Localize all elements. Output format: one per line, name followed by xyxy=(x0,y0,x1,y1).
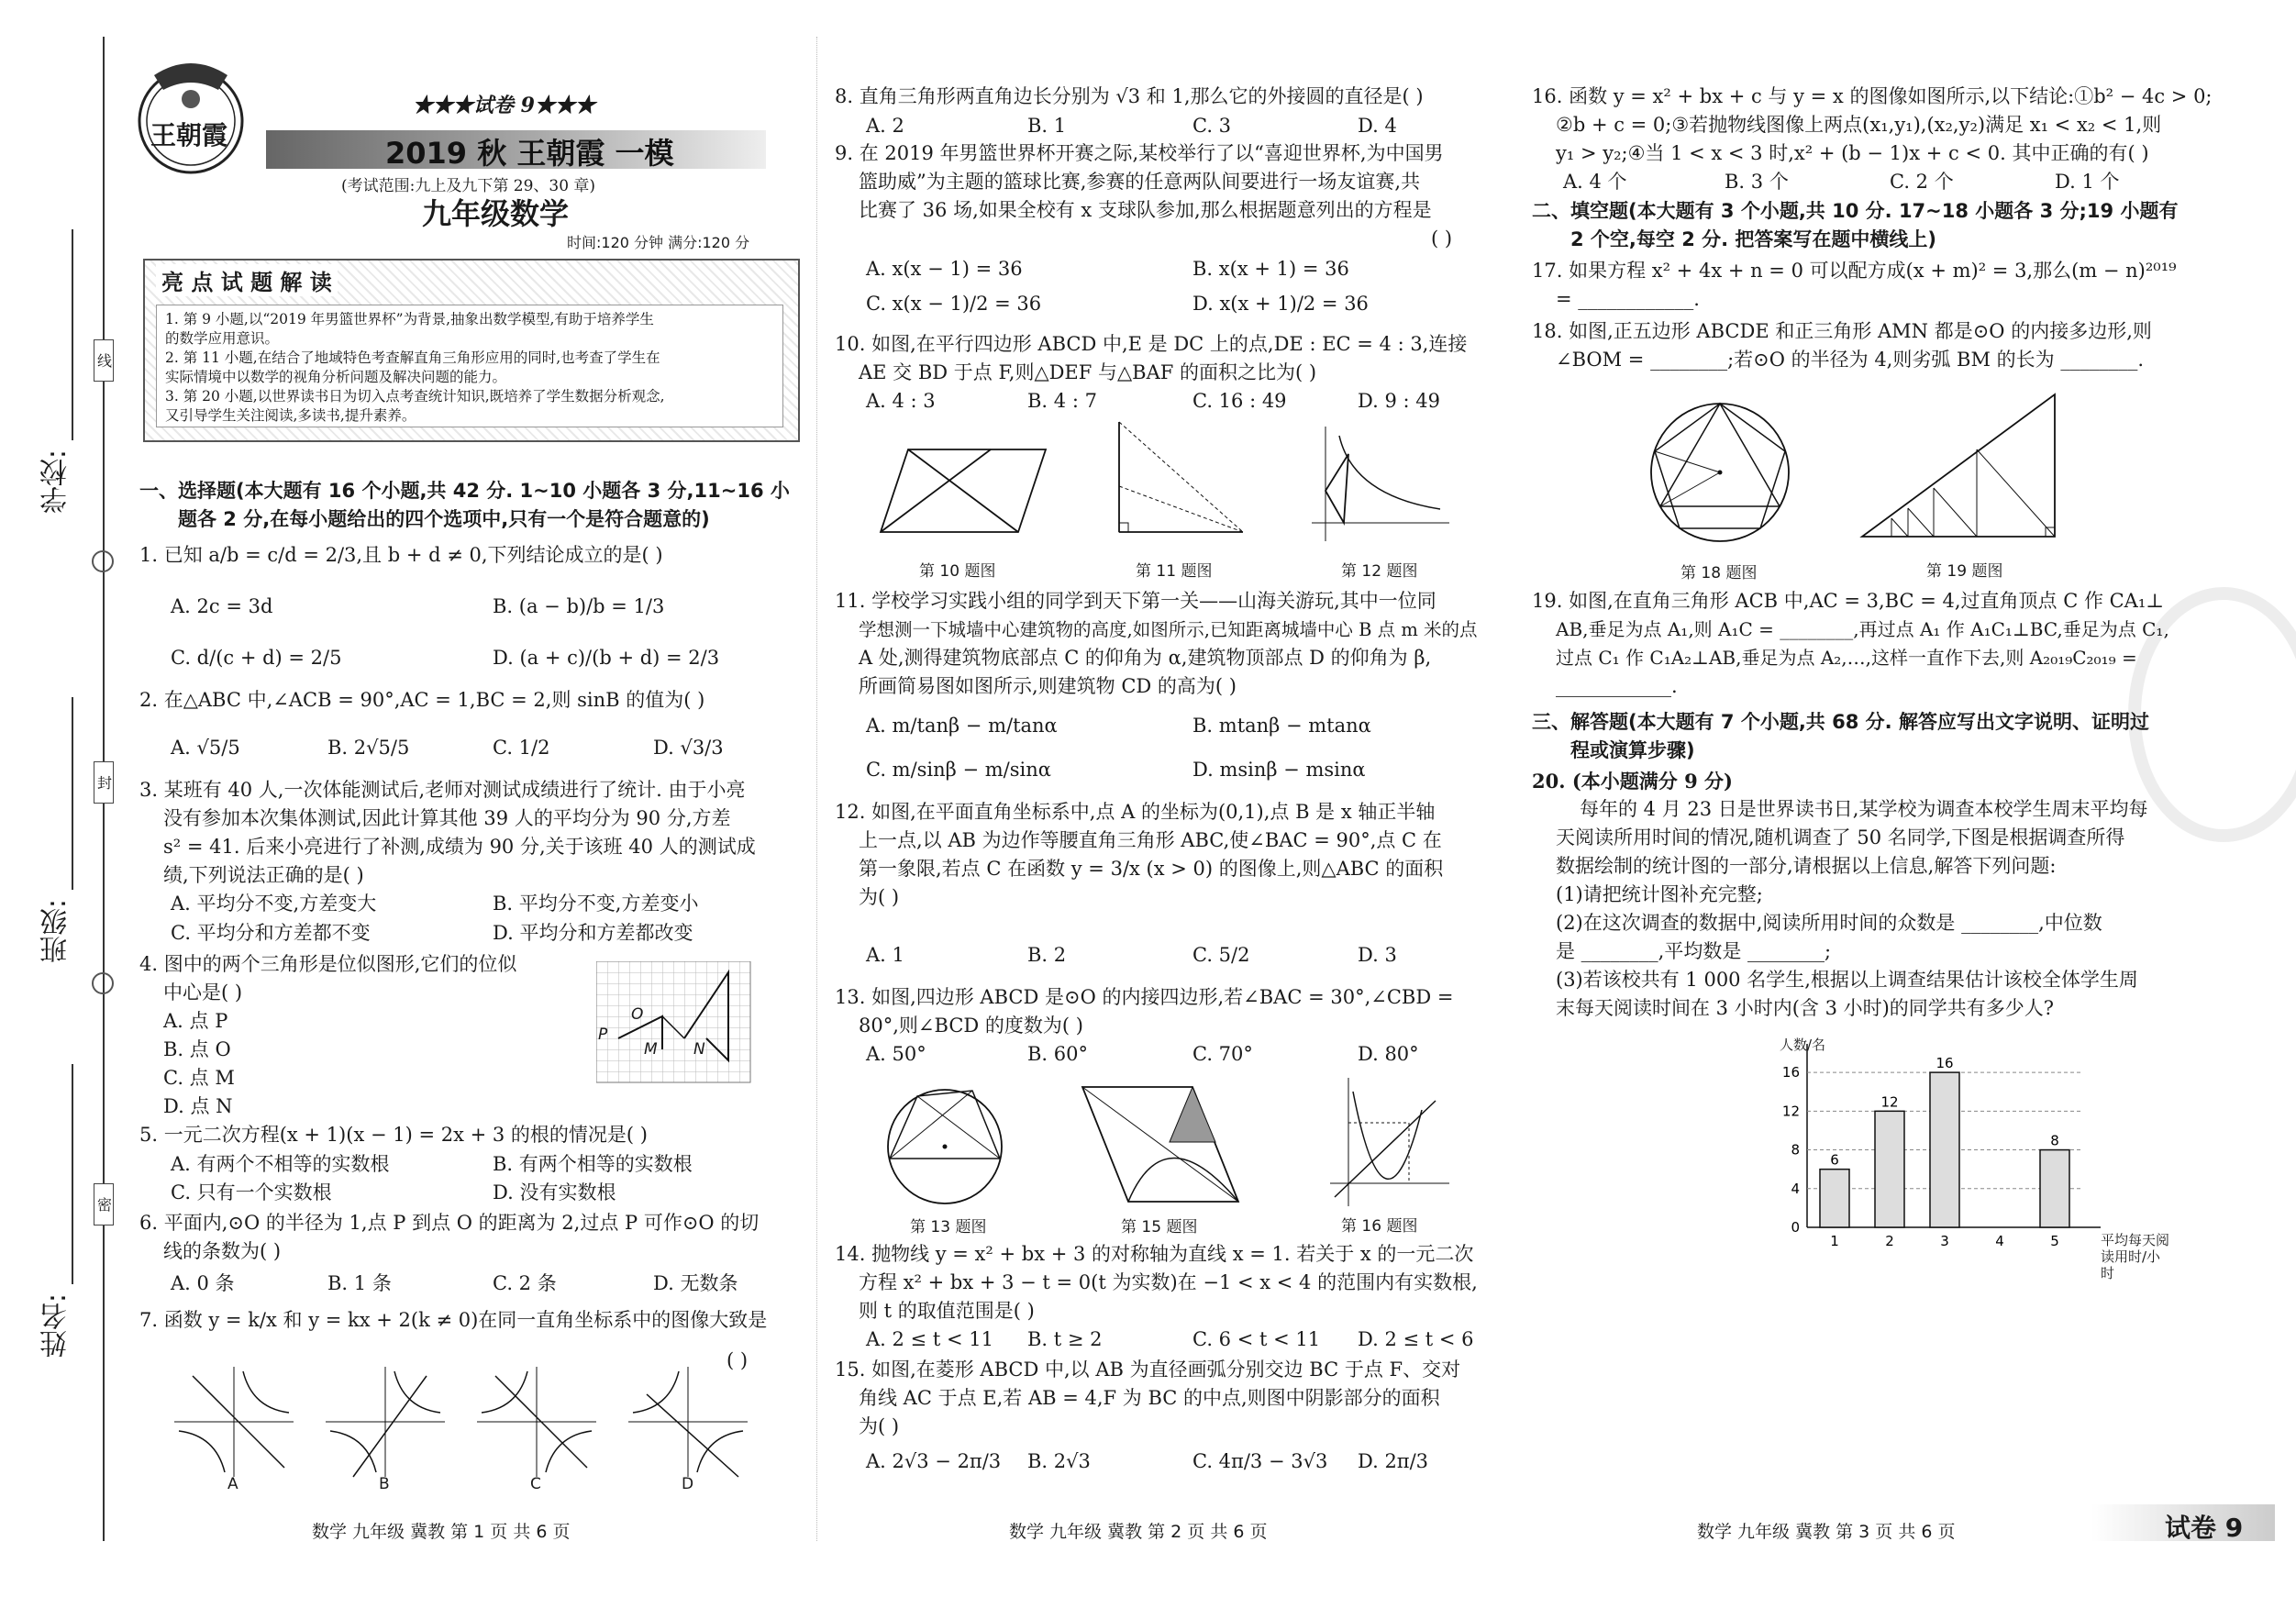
question-5: 5. 一元二次方程(x + 1)(x − 1) = 2x + 3 的根的情况是( ) A. 有两个不相等的实数根 B. 有两个相等的实数根 C. 只有一个实数根 D. 没有实数根 xyxy=(139,1121,800,1213)
q12-option-d[interactable]: D. 3 xyxy=(1358,944,1397,966)
q14-option-c[interactable]: C. 6 < t < 11 xyxy=(1192,1328,1321,1350)
q15-option-b[interactable]: B. 2√3 xyxy=(1027,1450,1091,1472)
bar xyxy=(1820,1170,1849,1227)
x-tick-label: 5 xyxy=(2050,1233,2059,1249)
subject-title: 九年级数学 xyxy=(422,196,570,231)
figure-10: 第 10 题图 xyxy=(871,431,1055,578)
q4-option-d[interactable]: D. 点 N xyxy=(163,1095,233,1117)
q3-option-c[interactable]: C. 平均分和方差都不变 xyxy=(171,922,371,944)
footer-page1: 数学 九年级 冀教 第 1 页 共 6 页 xyxy=(312,1522,571,1542)
graph-c xyxy=(477,1367,596,1477)
school-label: 学校: xyxy=(40,449,72,515)
q4-grid-figure: P O M N xyxy=(596,961,752,1090)
school-blank xyxy=(72,229,73,440)
highlights-list xyxy=(165,310,665,426)
q10-option-d[interactable]: D. 9 : 49 xyxy=(1358,390,1440,412)
highlights-box xyxy=(143,259,800,442)
q6-option-b[interactable]: B. 1 条 xyxy=(327,1272,392,1294)
graph-d xyxy=(628,1367,748,1477)
q2-option-d[interactable]: D. √3/3 xyxy=(653,737,724,759)
seal-line-mark: 线 xyxy=(94,339,114,382)
q3-option-a[interactable]: A. 平均分不变,方差变大 xyxy=(171,893,377,915)
q4-option-b[interactable]: B. 点 O xyxy=(163,1038,231,1060)
q1-option-a[interactable]: A. 2c = 3d xyxy=(171,595,273,617)
graph-a xyxy=(174,1367,294,1477)
q11-option-d[interactable]: D. msinβ − msinα xyxy=(1192,759,1366,781)
name-label: 姓名: xyxy=(40,1293,72,1359)
q10-option-b[interactable]: B. 4 : 7 xyxy=(1027,390,1097,412)
question-15: 15. 如图,在菱形 ABCD 中,以 AB 为直径画弧分别交边 BC 于点 F、交对 角线 AC 于点 E,若 AB = 4,F 为 BC 的中点,则图中阴影部分的面积 为( ) A. 2√3 − 2π/3 B. 2√3 C. 4π/3 − 3√3 D. 2π/3 xyxy=(835,1356,1504,1493)
y-tick-label: 12 xyxy=(1781,1103,1800,1120)
q10-option-a[interactable]: A. 4 : 3 xyxy=(866,390,936,412)
seal-feng-mark: 封 xyxy=(94,761,114,804)
q16-option-c[interactable]: C. 2 个 xyxy=(1890,171,1954,193)
footer-page2: 数学 九年级 冀教 第 2 页 共 6 页 xyxy=(1009,1522,1268,1542)
question-18: 18. 如图,正五边形 ABCDE 和正三角形 AMN 都是⊙O 的内接多边形,则 ∠BOM = ________;若⊙O 的半径为 4,则劣弧 BM 的长为 ________. xyxy=(1532,317,2229,382)
question-19: 19. 如图,在直角三角形 ACB 中,AC = 3,BC = 4,过直角顶点 C 作 CA₁⊥ AB,垂足为点 A₁,则 A₁C = ________,再过点 A₁ 作 A₁C₁⊥BC,垂足为点 C₁, 过点 C₁ 作 C₁A₂⊥AB,垂足为点 A₂,…,这样一直作下去,则 A₂₀₁₉C₂₀₁₉ = ____________. xyxy=(1532,587,2229,706)
question-16: 16. 函数 y = x² + bx + c 与 y = x 的图像如图所示,以下结论:①b² − 4c > 0; ②b + c = 0;③若抛物线图像上两点(x₁,y₁),(x₂,y₂)满足 x₁ < x₂ < 1,则 y₁ > y₂;④当 1 < x < 3 时,x² + (b − 1)x + c < 0. 其中正确的有( ) A. 4 个 B. 3 个 C. 2 个 D. 1 个 xyxy=(1532,83,2229,202)
chart-ylabel: 人数/名 xyxy=(1780,1037,1826,1053)
graph-b xyxy=(326,1367,445,1477)
q8-option-c[interactable]: C. 3 xyxy=(1192,115,1232,137)
q20-bar-chart xyxy=(1761,1035,2170,1292)
question-9: 9. 在 2019 年男篮世界杯开赛之际,某校举行了以“喜迎世界杯,为中国男 篮助威”为主题的篮球比赛,参赛的任意两队间要进行一场友谊赛,共 比赛了 36 场,如果全校有 x 支球队参加,那么根据题意列出的方程是 ( ) A. x(x − 1) = 36 B. x(x + 1) = 36 C. x(x − 1)/2 = 36 D. x(x + 1)/2 = 36 xyxy=(835,139,1504,332)
q7-graphs: A B C D xyxy=(165,1367,752,1495)
question-7: 7. 函数 y = k/x 和 y = kx + 2(k ≠ 0)在同一直角坐标系中的图像大致是 ( ) xyxy=(139,1309,768,1371)
q11-option-a[interactable]: A. m/tanβ − m/tanα xyxy=(866,715,1058,737)
q15-option-c[interactable]: C. 4π/3 − 3√3 xyxy=(1192,1450,1328,1472)
chart-xlabel: 平均每天阅读用时/小时 xyxy=(2101,1232,2170,1281)
question-20: 20. (本小题满分 9 分) 每年的 4 月 23 日是世界读书日,某学校为调查本校学生周末平均每 天阅读所用时间的情况,随机调查了 50 名同学,下图是根据调查所得 数据绘制的统计图的一部分,请根据以上信息,解答下列问题: (1)请把统计图补充完整; (2)在这次调查的数据中,阅读所用时间的众数是 ________,中位数 是 ________,平均数是 ________; (3)若该校共有 1 000 名学生,根据以上调查结果估计该校全体学生周 末每天阅读时间在 3 小时内(含 3 小时)的同学共有多少人? xyxy=(1532,767,2229,1042)
q9-option-b[interactable]: B. x(x + 1) = 36 xyxy=(1192,258,1349,280)
q5-option-b[interactable]: B. 有两个相等的实数根 xyxy=(493,1153,693,1175)
q9-option-c[interactable]: C. x(x − 1)/2 = 36 xyxy=(866,293,1042,315)
figure-15: 第 15 题图 xyxy=(1064,1078,1257,1234)
y-tick-label: 16 xyxy=(1781,1064,1800,1081)
question-13: 13. 如图,四边形 ABCD 是⊙O 的内接四边形,若∠BAC = 30°,∠CBD = 80°,则∠BCD 的度数为( ) A. 50° B. 60° C. 70° D. 80° xyxy=(835,983,1504,1075)
highlight-line: 3. 第 20 小题,以世界读书日为切入点考查统计知识,既培养了学生数据分析观念, xyxy=(165,388,665,405)
question-4: 4. 图中的两个三角形是位似图形,它们的位似 中心是( ) A. 点 P B. 点 O C. 点 M D. 点 N xyxy=(139,950,800,1125)
logo xyxy=(136,55,246,179)
binding-hole xyxy=(92,972,114,994)
q16-option-d[interactable]: D. 1 个 xyxy=(2055,171,2120,193)
figure-12: 第 12 题图 xyxy=(1303,422,1459,578)
question-10: 10. 如图,在平行四边形 ABCD 中,E 是 DC 上的点,DE : EC = 4 : 3,连接 AE 交 BD 于点 F,则△DEF 与△BAF 的面积之比为( ) A. 4 : 3 B. 4 : 7 C. 16 : 49 D. 9 : 49 xyxy=(835,330,1504,422)
x-tick-label: 2 xyxy=(1885,1233,1894,1249)
q9-option-a[interactable]: A. x(x − 1) = 36 xyxy=(866,258,1023,280)
bar xyxy=(1930,1072,1959,1227)
question-8: 8. 直角三角形两直角边长分别为 √3 和 1,那么它的外接圆的直径是( ) A. 2 B. 1 C. 3 D. 4 xyxy=(835,83,1504,147)
bar-chart-svg xyxy=(1761,1035,2146,1292)
q1-stem: 1. 已知 a/b = c/d = 2/3,且 b + d ≠ 0,下列结论成立的是( ) xyxy=(139,544,663,566)
q12-option-a[interactable]: A. 1 xyxy=(866,944,904,966)
q3-option-d[interactable]: D. 平均分和方差都改变 xyxy=(493,922,693,944)
paper-tag: 试卷 9 xyxy=(2091,1504,2275,1541)
question-17: 17. 如果方程 x² + 4x + n = 0 可以配方成(x + m)² = 3,那么(m − n)²⁰¹⁹ = ____________. xyxy=(1532,257,2229,321)
figure-13: 第 13 题图 xyxy=(871,1078,1027,1234)
q14-option-a[interactable]: A. 2 ≤ t < 11 xyxy=(866,1328,993,1350)
q6-option-c[interactable]: C. 2 条 xyxy=(493,1272,557,1294)
binding-hole xyxy=(92,550,114,572)
name-blank xyxy=(72,1064,73,1284)
question-12: 12. 如图,在平面直角坐标系中,点 A 的坐标为(0,1),点 B 是 x 轴正半轴 上一点,以 AB 为边作等腰直角三角形 ABC,使∠BAC = 90°,点 C 在 第一象限,若点 C 在函数 y = 3/x (x > 0) 的图像上,则△ABC 的面积 为( ) A. 1 B. 2 C. 5/2 D. 3 xyxy=(835,798,1504,981)
section-3-title: 三、解答题(本大题有 7 个小题,共 68 分. 解答应写出文字说明、证明过 程或演算步骤) xyxy=(1532,711,2149,761)
question-11: 11. 学校学习实践小组的同学到天下第一关——山海关游玩,其中一位同 学想测一下城墙中心建筑物的高度,如图所示,已知距离城墙中心 B 点 m 米的点 A 处,测得建筑物底部点 C 的仰角为 α,建筑物顶部点 D 的仰角为 β, 所画简易图如图所示,则建筑物 CD 的高为( ) A. m/tanβ − m/tanα B. mtanβ − mtanα C. m/sinβ − m/sinα D. msinβ − msinα xyxy=(835,587,1504,798)
figure-19: 第 19 题图 xyxy=(1853,385,2073,578)
paper-number: ★★★试卷 9★★★ xyxy=(413,94,595,117)
time-score: 时间:120 分钟 满分:120 分 xyxy=(567,234,750,251)
q3-option-b[interactable]: B. 平均分不变,方差变小 xyxy=(493,893,699,915)
bar-value-label: 6 xyxy=(1830,1151,1839,1169)
q5-option-c[interactable]: C. 只有一个实数根 xyxy=(171,1181,332,1203)
q14-option-d[interactable]: D. 2 ≤ t < 6 xyxy=(1358,1328,1474,1350)
q17-answer-blank[interactable]: = ____________. xyxy=(1556,288,1700,310)
q8-option-d[interactable]: D. 4 xyxy=(1358,115,1397,137)
q16-option-a[interactable]: A. 4 个 xyxy=(1563,171,1627,193)
q2-option-b[interactable]: B. 2√5/5 xyxy=(327,737,410,759)
q13-option-c[interactable]: C. 70° xyxy=(1192,1043,1253,1065)
q1-option-b[interactable]: B. (a − b)/b = 1/3 xyxy=(493,595,665,617)
bar xyxy=(1875,1111,1904,1227)
q4-option-a[interactable]: A. 点 P xyxy=(163,1010,228,1032)
q4-option-c[interactable]: C. 点 M xyxy=(163,1067,235,1089)
question-2 xyxy=(139,686,800,769)
highlight-line: 又引导学生关注阅读,多读书,提升素养。 xyxy=(165,407,416,424)
bar-value-label: 16 xyxy=(1936,1055,1954,1072)
q5-option-a[interactable]: A. 有两个不相等的实数根 xyxy=(171,1153,390,1175)
highlight-line: 1. 第 9 小题,以“2019 年男篮世界杯”为背景,抽象出数学模型,有助于培养学生 xyxy=(165,311,654,327)
section-1-title: 一、选择题(本大题有 16 个小题,共 42 分. 1~10 小题各 3 分,11~16 小 题各 2 分,在每小题给出的四个选项中,只有一个是符合题意的) xyxy=(139,480,790,530)
figure-18: 第 18 题图 xyxy=(1633,394,1807,578)
q8-option-b[interactable]: B. 1 xyxy=(1027,115,1067,137)
highlight-line: 实际情境中以数学的视角分析问题及解决问题的能力。 xyxy=(165,369,507,385)
q1-option-d[interactable]: D. (a + c)/(b + d) = 2/3 xyxy=(493,647,720,669)
q5-option-d[interactable]: D. 没有实数根 xyxy=(493,1181,616,1203)
section-2-title: 二、填空题(本大题有 3 个小题,共 10 分. 17~18 小题各 3 分;19 小题有 2 个空,每空 2 分. 把答案写在题中横线上) xyxy=(1532,200,2179,250)
q14-option-b[interactable]: B. t ≥ 2 xyxy=(1027,1328,1103,1350)
q12-option-c[interactable]: C. 5/2 xyxy=(1192,944,1250,966)
q13-option-a[interactable]: A. 50° xyxy=(866,1043,926,1065)
question-1 xyxy=(139,541,800,688)
highlight-line: 的数学应用意识。 xyxy=(165,330,280,347)
bar xyxy=(2040,1150,2069,1227)
q18-answer-blanks[interactable]: ∠BOM = ________;若⊙O 的半径为 4,则劣弧 BM 的长为 ________. xyxy=(1556,349,2144,371)
y-tick-label: 8 xyxy=(1791,1141,1800,1159)
q11-option-b[interactable]: B. mtanβ − mtanα xyxy=(1192,715,1371,737)
seal-mi-mark: 密 xyxy=(94,1183,114,1225)
q12-option-b[interactable]: B. 2 xyxy=(1027,944,1067,966)
q19-answer-blank[interactable]: ____________. xyxy=(1556,675,1678,697)
exam-title: 2019 秋 王朝霞 一模 xyxy=(385,136,674,171)
q9-option-d[interactable]: D. x(x + 1)/2 = 36 xyxy=(1192,293,1369,315)
q2-option-c[interactable]: C. 1/2 xyxy=(493,737,550,759)
x-tick-label: 4 xyxy=(1995,1233,2004,1249)
q15-option-d[interactable]: D. 2π/3 xyxy=(1358,1450,1429,1472)
bar-value-label: 8 xyxy=(2050,1132,2059,1149)
class-blank xyxy=(72,697,73,890)
x-tick-label: 1 xyxy=(1830,1233,1839,1249)
q11-option-c[interactable]: C. m/sinβ − m/sinα xyxy=(866,759,1051,781)
q15-option-a[interactable]: A. 2√3 − 2π/3 xyxy=(866,1450,1002,1472)
logo-text: 王朝霞 xyxy=(150,120,228,150)
q2-stem: 2. 在△ABC 中,∠ACB = 90°,AC = 1,BC = 2,则 sinB 的值为( ) xyxy=(139,689,705,711)
fold-line xyxy=(816,37,817,1541)
exam-scope: (考试范围:九上及九下第 29、30 章) xyxy=(341,177,596,195)
q20-answer-blanks[interactable]: 是 ________,平均数是 ________; xyxy=(1556,940,1832,962)
bar-value-label: 12 xyxy=(1880,1093,1899,1111)
footer-page3: 数学 九年级 冀教 第 3 页 共 6 页 xyxy=(1697,1522,1956,1542)
figure-16: 第 16 题图 xyxy=(1321,1073,1459,1234)
q8-option-a[interactable]: A. 2 xyxy=(866,115,904,137)
question-3: 3. 某班有 40 人,一次体能测试后,老师对测试成绩进行了统计. 由于小亮 没有参加本次集体测试,因此计算其他 39 人的平均分为 90 分,方差 s² = 41. 后来小亮进行了补测,成绩为 90 分,关于该班 40 人的测试成 绩,下列说法正确的是( ) A. 平均分不变,方差变大 B. 平均分不变,方差变小 C. 平均分和方差都不变 D. 平均分和方差都改变 xyxy=(139,776,800,959)
q6-option-d[interactable]: D. 无数条 xyxy=(653,1272,738,1294)
question-6: 6. 平面内,⊙O 的半径为 1,点 P 到点 O 的距离为 2,过点 P 可作⊙O 的切 线的条数为( ) A. 0 条 B. 1 条 C. 2 条 D. 无数条 xyxy=(139,1209,800,1301)
x-tick-label: 3 xyxy=(1940,1233,1949,1249)
highlight-line: 2. 第 11 小题,在结合了地域特色考查解直角三角形应用的同时,也考查了学生在 xyxy=(165,349,660,366)
q1-option-c[interactable]: C. d/(c + d) = 2/5 xyxy=(171,647,342,669)
highlights-title: 亮 点 试 题 解 读 xyxy=(156,264,338,296)
y-tick-label: 0 xyxy=(1791,1219,1800,1236)
q6-option-a[interactable]: A. 0 条 xyxy=(171,1272,235,1294)
q10-option-c[interactable]: C. 16 : 49 xyxy=(1192,390,1287,412)
q13-option-b[interactable]: B. 60° xyxy=(1027,1043,1089,1065)
figure-11: 第 11 题图 xyxy=(1101,413,1257,578)
class-label: 班级: xyxy=(40,899,72,964)
question-14: 14. 抛物线 y = x² + bx + 3 的对称轴为直线 x = 1. 若关于 x 的一元二次 方程 x² + bx + 3 − t = 0(t 为实数)在 −1 < x < 4 的范围内有实数根, 则 t 的取值范围是( ) A. 2 ≤ t < 11 B. t ≥ 2 C. 6 < t < 11 D. 2 ≤ t < 6 xyxy=(835,1240,1504,1359)
q2-option-a[interactable]: A. √5/5 xyxy=(171,737,240,759)
y-tick-label: 4 xyxy=(1791,1180,1800,1197)
q16-option-b[interactable]: B. 3 个 xyxy=(1725,171,1789,193)
q13-option-d[interactable]: D. 80° xyxy=(1358,1043,1419,1065)
